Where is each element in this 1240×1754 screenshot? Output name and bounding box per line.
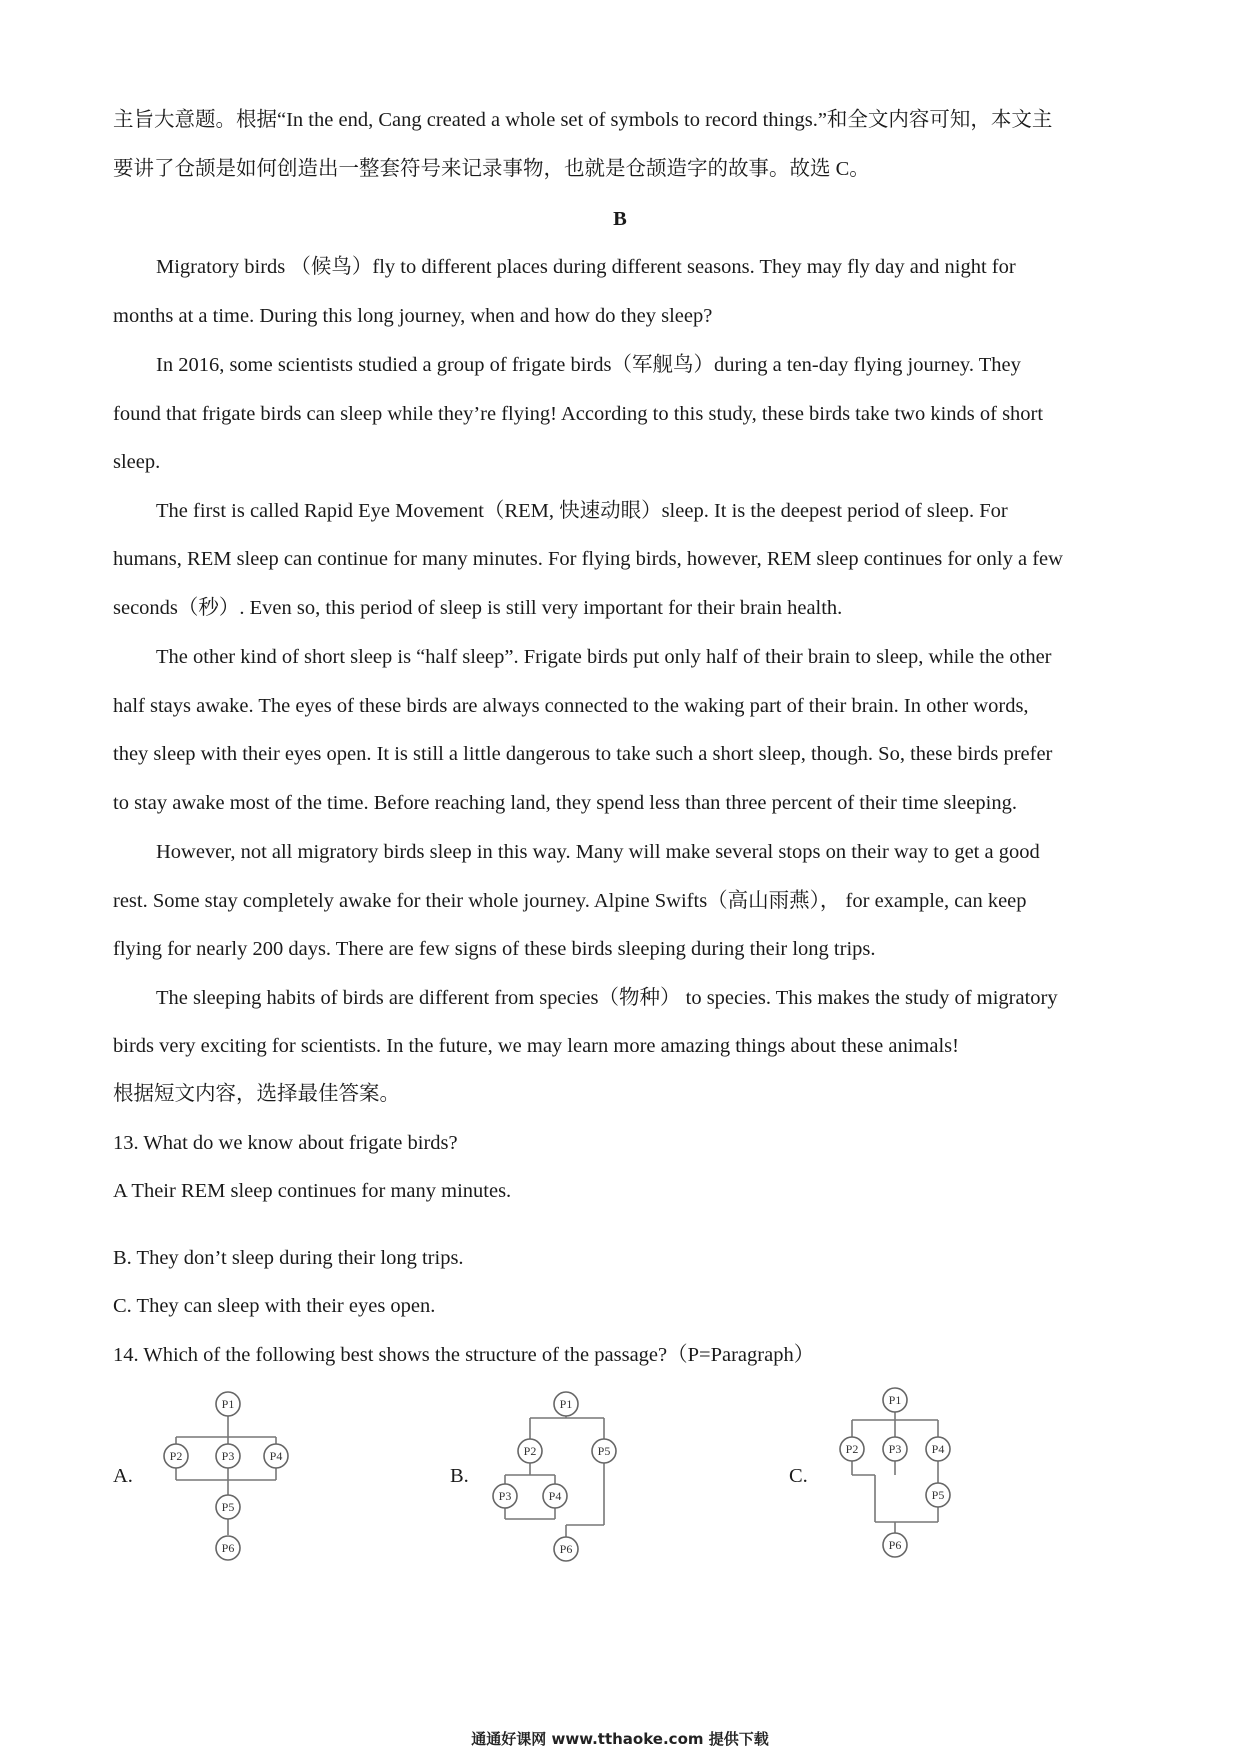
- question-13: 13. What do we know about frigate birds?: [113, 1132, 458, 1154]
- diagram-option-c-label: C.: [789, 1465, 808, 1487]
- svg-text:P6: P6: [888, 1538, 902, 1552]
- node-p4: [264, 1444, 288, 1468]
- text-line: months at a time. During this long journey, when and how do they sleep?: [113, 305, 713, 327]
- section-heading: B: [613, 208, 627, 230]
- text-line: However, not all migratory birds sleep in this way. Many will make several stops on their way to get a good: [156, 841, 1040, 863]
- text-line: humans, REM sleep can continue for many minutes. For flying birds, however, REM sleep continues for only a few: [113, 548, 1063, 570]
- node-p6: [554, 1537, 578, 1561]
- svg-text:P4: P4: [931, 1442, 945, 1456]
- option-c: C. They can sleep with their eyes open.: [113, 1295, 436, 1317]
- svg-text:P5: P5: [931, 1488, 945, 1502]
- svg-text:P6: P6: [221, 1541, 235, 1555]
- svg-text:P2: P2: [169, 1449, 183, 1463]
- svg-text:P6: P6: [559, 1542, 573, 1556]
- text-line: half stays awake. The eyes of these birds are always connected to the waking part of their brain. In other words,: [113, 695, 1029, 717]
- text-line: to stay awake most of the time. Before reaching land, they spend less than three percent of their time sleeping.: [113, 792, 1017, 814]
- text-line: they sleep with their eyes open. It is still a little dangerous to take such a short sleep, though. So, these birds prefer: [113, 743, 1053, 765]
- text-line: The first is called Rapid Eye Movement（REM, 快速动眼）sleep. It is the deepest period of sleep. For: [156, 500, 1008, 522]
- text-line: rest. Some stay completely awake for their whole journey. Alpine Swifts（高山雨燕）， for example, can keep: [113, 890, 1027, 912]
- svg-text:P2: P2: [845, 1442, 859, 1456]
- node-p1: [554, 1392, 578, 1416]
- node-p2: [518, 1439, 542, 1463]
- svg-text:P3: P3: [888, 1442, 902, 1456]
- node-p2: [164, 1444, 188, 1468]
- svg-text:P4: P4: [269, 1449, 283, 1463]
- text-line: The sleeping habits of birds are different from species（物种） to species. This makes the study of migratory: [156, 987, 1058, 1009]
- node-p6: [216, 1536, 240, 1560]
- node-p5: [216, 1495, 240, 1519]
- node-p3: [493, 1484, 517, 1508]
- node-p5: [926, 1483, 950, 1507]
- text-line: In 2016, some scientists studied a group of frigate birds（军舰鸟）during a ten-day flying journey. They: [156, 354, 1021, 376]
- node-p5: [592, 1439, 616, 1463]
- node-p3: [216, 1444, 240, 1468]
- node-p2: [840, 1437, 864, 1461]
- text-line: Migratory birds （候鸟）fly to different places during different seasons. They may fly day and night for: [156, 256, 1016, 278]
- svg-text:P3: P3: [221, 1449, 235, 1463]
- text-line: 要讲了仓颉是如何创造出一整套符号来记录事物，也就是仓颉造字的故事。故选 C。: [113, 158, 870, 180]
- svg-text:P5: P5: [221, 1500, 235, 1514]
- footer-watermark: 通通好课网 www.tthaoke.com 提供下载: [471, 1730, 769, 1748]
- node-p4: [543, 1484, 567, 1508]
- svg-text:P2: P2: [523, 1444, 537, 1458]
- diagram-option-b-label: B.: [450, 1465, 469, 1487]
- svg-text:P1: P1: [221, 1397, 235, 1411]
- option-b: B. They don’t sleep during their long trips.: [113, 1247, 464, 1269]
- node-p3: [883, 1437, 907, 1461]
- text-line: birds very exciting for scientists. In the future, we may learn more amazing things about these animals!: [113, 1035, 959, 1057]
- text-line: sleep.: [113, 451, 161, 473]
- option-a: A Their REM sleep continues for many minutes.: [113, 1180, 512, 1202]
- instruction: 根据短文内容，选择最佳答案。: [113, 1083, 400, 1105]
- svg-text:P1: P1: [559, 1397, 573, 1411]
- node-p4: [926, 1437, 950, 1461]
- text-line: found that frigate birds can sleep while they’re flying! According to this study, these birds take two kinds of short: [113, 403, 1044, 425]
- text-line: seconds（秒）. Even so, this period of sleep is still very important for their brain health.: [113, 597, 843, 619]
- svg-text:P5: P5: [597, 1444, 611, 1458]
- node-p1: [216, 1392, 240, 1416]
- node-p6: [883, 1533, 907, 1557]
- svg-text:P1: P1: [888, 1393, 902, 1407]
- text-line: flying for nearly 200 days. There are few signs of these birds sleeping during their long trips.: [113, 938, 876, 960]
- svg-text:P3: P3: [498, 1489, 512, 1503]
- question-14: 14. Which of the following best shows the structure of the passage?（P=Paragraph）: [113, 1344, 815, 1366]
- node-p1: [883, 1388, 907, 1412]
- text-line: The other kind of short sleep is “half sleep”. Frigate birds put only half of their brain to sleep, while the other: [156, 646, 1052, 668]
- diagram-option-a-label: A.: [113, 1465, 133, 1487]
- text-line: 主旨大意题。根据“In the end, Cang created a whole set of symbols to record things.”和全文内容可知，本文主: [113, 109, 1053, 131]
- svg-text:P4: P4: [548, 1489, 562, 1503]
